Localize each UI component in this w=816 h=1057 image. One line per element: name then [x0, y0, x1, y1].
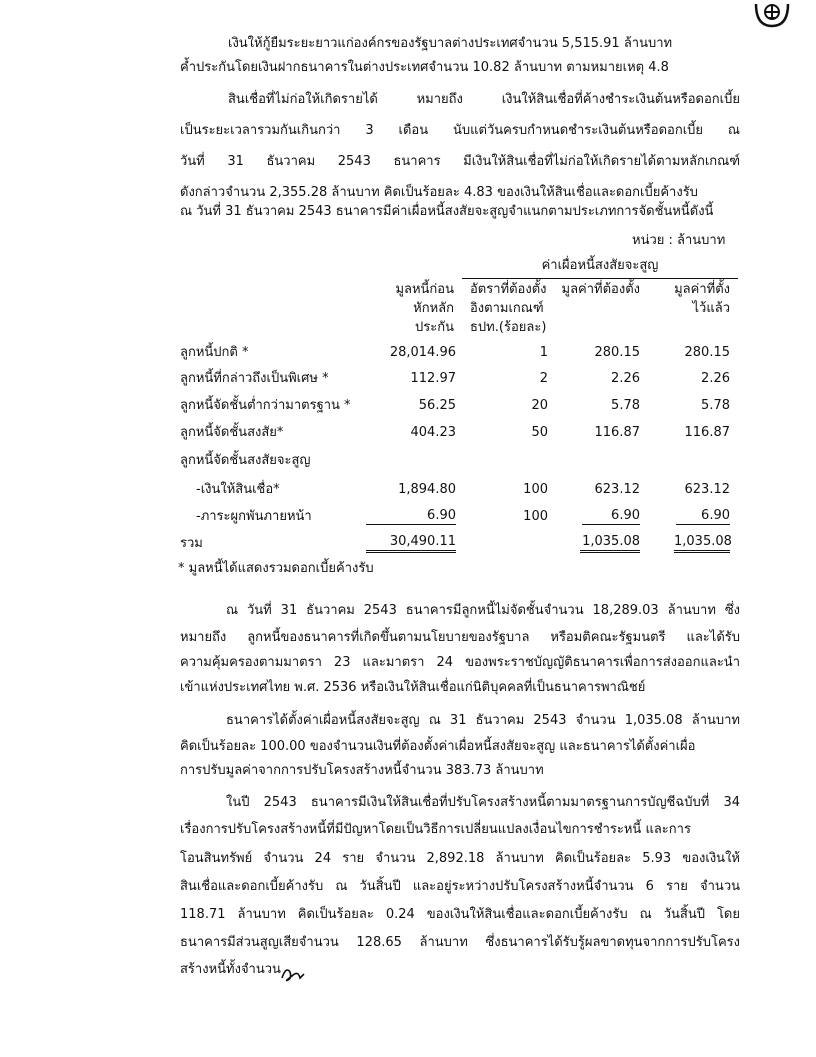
- para2-line2: เป็นระยะเวลารวมกันเกินกว่า 3 เดือน นับแต่วันครบกำหนดชำระเงินต้นหรือดอกเบี้ย ณ: [180, 123, 740, 138]
- para1-line1: เงินให้กู้ยืมระยะยาวแก่องค์กรของรัฐบาลต่างประเทศจำนวน 5,515.91 ล้านบาท: [228, 36, 673, 51]
- para5-line3: โอนสินทรัพย์ จำนวน 24 ราย จำนวน 2,892.18 ล้านบาท คิดเป็นร้อยละ 5.93 ของเงินให้: [180, 851, 740, 866]
- para2-line3: วันที่ 31 ธันวาคม 2543 ธนาคาร มีเงินให้สินเชื่อที่ไม่ก่อให้เกิดรายได้ตามหลักเกณฑ์: [180, 154, 740, 169]
- table-row-label: -เงินให้สินเชื่อ*: [196, 482, 280, 497]
- para3-line4: เข้าแห่งประเทศไทย พ.ศ. 2536 หรือเงินให้สินเชื่อแก่นิติบุคคลที่เป็นธนาคารพาณิชย์: [180, 680, 646, 695]
- col-header-rate: อัตราที่ต้องตั้ง อิงตามเกณฑ์ ธปท.(ร้อยละ): [470, 282, 547, 335]
- para4-line2: คิดเป็นร้อยละ 100.00 ของจำนวนเงินที่ต้องตั้งค่าเผื่อหนี้สงสัยจะสูญ และธนาคารได้ตั้งค่าเผื่อ: [180, 739, 696, 754]
- table-total-label: รวม: [180, 536, 203, 551]
- table-total-set: 1,035.08: [674, 534, 730, 553]
- table-row-label: -ภาระผูกพันภายหน้า: [196, 509, 312, 524]
- col-header-principal: มูลหนี้ก่อน หักหลัก ประกัน: [395, 282, 454, 335]
- table-footnote: * มูลหนี้ได้แสดงรวมดอกเบี้ยค้างรับ: [178, 561, 374, 576]
- allowance-group-header: ค่าเผื่อหนี้สงสัยจะสูญ: [462, 256, 738, 279]
- table-cell-required: 623.12: [594, 482, 640, 497]
- table-cell-required: 2.26: [611, 371, 640, 386]
- para2-line5: ณ วันที่ 31 ธันวาคม 2543 ธนาคารมีค่าเผื่อหนี้สงสัยจะสูญจำแนกตามประเภทการจัดชั้นหนี้ดังนี้: [180, 204, 714, 219]
- unit-label: หน่วย : ล้านบาท: [632, 233, 726, 248]
- table-row-label: ลูกหนี้จัดชั้นสงสัย*: [180, 425, 284, 440]
- table-cell-principal: 6.90: [366, 507, 456, 525]
- para2-line4: ดังกล่าวจำนวน 2,355.28 ล้านบาท คิดเป็นร้อยละ 4.83 ของเงินให้สินเชื่อและดอกเบี้ยค้างรับ: [180, 185, 698, 200]
- table-cell-required: 116.87: [594, 425, 640, 440]
- para5-line6: ธนาคารมีส่วนสูญเสียจำนวน 128.65 ล้านบาท ซึ่งธนาคารได้รับรู้ผลขาดทุนจากการปรับโครง: [180, 935, 740, 950]
- para4-line3: การปรับมูลค่าจากการปรับโครงสร้างหนี้จำนวน 383.73 ล้านบาท: [180, 763, 544, 778]
- table-cell-rate: 100: [523, 509, 548, 524]
- para3-line3: ความคุ้มครองตามมาตรา 23 และมาตรา 24 ของพระราชบัญญัติธนาคารเพื่อการส่งออกและนำ: [180, 655, 740, 670]
- table-row-label: ลูกหนี้ที่กล่าวถึงเป็นพิเศษ *: [180, 371, 329, 386]
- table-cell-set: 116.87: [684, 425, 730, 440]
- table-cell-principal: 112.97: [410, 371, 456, 386]
- para5-line1: ในปี 2543 ธนาคารมีเงินให้สินเชื่อที่ปรับโครงสร้างหนี้ตามมาตรฐานการบัญชีฉบับที่ 34: [226, 795, 740, 810]
- table-cell-set: 280.15: [684, 345, 730, 360]
- para5-line4: สินเชื่อและดอกเบี้ยค้างรับ ณ วันสิ้นปี และอยู่ระหว่างปรับโครงสร้างหนี้จำนวน 6 ราย จำนวน: [180, 879, 740, 894]
- table-cell-rate: 20: [531, 398, 548, 413]
- para5-line5: 118.71 ล้านบาท คิดเป็นร้อยละ 0.24 ของเงินให้สินเชื่อและดอกเบี้ยค้างรับ ณ วันสิ้นปี โดย: [180, 907, 740, 922]
- table-cell-set: 5.78: [701, 398, 730, 413]
- table-cell-rate: 2: [539, 371, 548, 386]
- table-cell-rate: 100: [523, 482, 548, 497]
- table-cell-principal: 28,014.96: [389, 345, 456, 360]
- table-cell-set: 6.90: [676, 507, 730, 525]
- table-row-label: ลูกหนี้จัดชั้นต่ำกว่ามาตรฐาน *: [180, 398, 351, 413]
- table-cell-required: 6.90: [582, 507, 640, 525]
- table-cell-principal: 1,894.80: [398, 482, 456, 497]
- handwritten-initials: [278, 962, 306, 984]
- official-seal: [752, 0, 792, 30]
- table-total-required: 1,035.08: [580, 534, 640, 553]
- para3-line1: ณ วันที่ 31 ธันวาคม 2543 ธนาคารมีลูกหนี้ไม่จัดชั้นจำนวน 18,289.03 ล้านบาท ซึ่ง: [226, 603, 740, 618]
- table-row-label: ลูกหนี้ปกติ *: [180, 345, 249, 360]
- para3-line2: หมายถึง ลูกหนี้ของธนาคารที่เกิดขึ้นตามนโยบายของรัฐบาล หรือมติคณะรัฐมนตรี และได้รับ: [180, 630, 740, 645]
- table-cell-required: 280.15: [594, 345, 640, 360]
- para1-line2: ค้ำประกันโดยเงินฝากธนาคารในต่างประเทศจำนวน 10.82 ล้านบาท ตามหมายเหตุ 4.8: [180, 60, 669, 75]
- table-cell-set: 2.26: [701, 371, 730, 386]
- table-total-principal: 30,490.11: [366, 534, 456, 553]
- para2-line1: สินเชื่อที่ไม่ก่อให้เกิดรายได้ หมายถึง เงินให้สินเชื่อที่ค้างชำระเงินต้นหรือดอกเบี้ย: [228, 92, 740, 107]
- para4-line1: ธนาคารได้ตั้งค่าเผื่อหนี้สงสัยจะสูญ ณ 31 ธันวาคม 2543 จำนวน 1,035.08 ล้านบาท: [226, 713, 740, 728]
- table-cell-required: 5.78: [611, 398, 640, 413]
- para5-line2: เรื่องการปรับโครงสร้างหนี้ที่มีปัญหาโดยเป็นวิธีการเปลี่ยนแปลงเงื่อนไขการชำระหนี้ และการ: [180, 822, 691, 837]
- table-cell-principal: 56.25: [418, 398, 456, 413]
- table-cell-principal: 404.23: [410, 425, 456, 440]
- table-row-label: ลูกหนี้จัดชั้นสงสัยจะสูญ: [180, 453, 311, 468]
- table-cell-rate: 1: [539, 345, 548, 360]
- table-cell-set: 623.12: [684, 482, 730, 497]
- col-header-set: มูลค่าที่ตั้ง ไว้แล้ว: [674, 282, 730, 316]
- para5-line7: สร้างหนี้ทั้งจำนวน: [180, 962, 281, 977]
- table-cell-rate: 50: [531, 425, 548, 440]
- col-header-required: มูลค่าที่ต้องตั้ง: [561, 282, 640, 297]
